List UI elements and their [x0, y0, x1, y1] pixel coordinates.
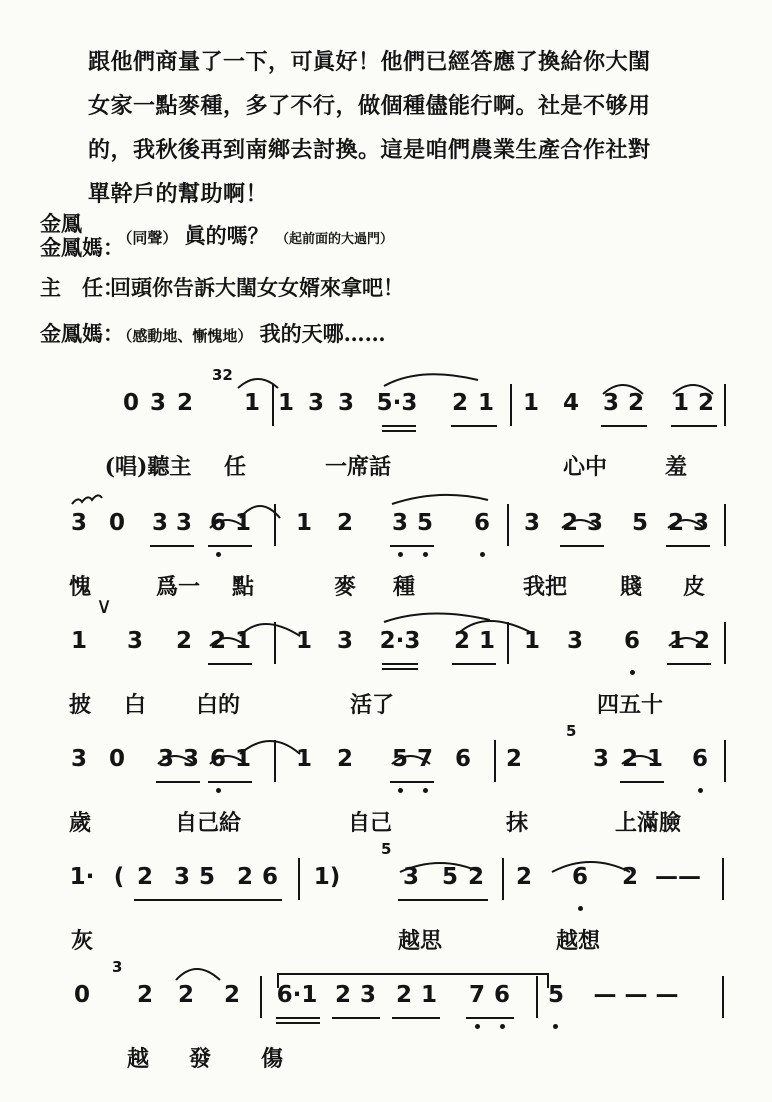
lyric-text: 自己給: [174, 810, 242, 836]
stage-note: （起前面的大過門）: [275, 232, 393, 247]
score-note: 1: [668, 628, 686, 654]
score-note: 1: [646, 746, 664, 772]
score-note: 2: [561, 510, 579, 536]
score-note: 1: [420, 982, 438, 1008]
score-note: 2: [667, 510, 685, 536]
lyric-text: 種: [392, 574, 416, 600]
score-note: 2: [451, 390, 469, 416]
lyric-text: 越思: [397, 928, 443, 954]
score-system-1: [0, 366, 772, 510]
score-note: 3: [391, 510, 409, 536]
lyric-text: 爲一: [155, 574, 201, 600]
score-note: — — —: [593, 982, 679, 1008]
lyric-text: 越想: [555, 928, 601, 954]
score-note: 3: [149, 390, 167, 416]
score-note: 5: [416, 510, 434, 536]
dialog-text: 眞的嗎？: [184, 223, 269, 248]
stage-direction: （感動地、慚愧地）: [117, 327, 253, 345]
score-note: 0: [108, 510, 126, 536]
score-note: 3: [175, 510, 193, 536]
lyric-text: 傷: [260, 1046, 284, 1072]
score-note: 2: [336, 746, 354, 772]
dialog-line-2: [40, 272, 740, 302]
score-note: 2: [693, 628, 711, 654]
score-note: 0: [73, 982, 91, 1008]
score-note: 3: [592, 746, 610, 772]
score-note: 1: [672, 390, 690, 416]
lyric-text: 披: [68, 692, 92, 718]
score-note: 6: [493, 982, 511, 1008]
lyric-text: 四五十: [596, 692, 664, 718]
score-note: 2: [177, 982, 195, 1008]
lyric-text: 麥: [333, 574, 357, 600]
speaker: 金鳳媽：: [40, 235, 124, 260]
dialog-text: 我的天哪……: [259, 321, 386, 346]
score-note: 2: [336, 510, 354, 536]
prose-block: [88, 40, 738, 216]
score-note: 1: [295, 628, 313, 654]
score-note: 2: [175, 628, 193, 654]
grace-note: 32: [212, 366, 233, 384]
score-note: 6: [473, 510, 491, 536]
lyric-text: 賤: [619, 574, 643, 600]
lyric-text: 灰: [70, 928, 94, 954]
score-note: 3: [173, 864, 191, 890]
speaker: 金鳳媽：: [40, 321, 124, 346]
score-note: 3: [151, 510, 169, 536]
score-note: 5: [441, 864, 459, 890]
prose-line: 的，我秋後再到南鄉去討換。這是咱們農業生產合作社對: [88, 137, 651, 163]
score-note: 7: [468, 982, 486, 1008]
stage-direction: （同聲）: [117, 229, 178, 247]
score-note: 6: [571, 864, 589, 890]
score-note: 1: [243, 390, 261, 416]
score-note: 3: [337, 390, 355, 416]
score-note: 1: [522, 390, 540, 416]
score-note: 2·3: [379, 628, 421, 654]
lyric-text: 點: [231, 574, 255, 600]
prose-line: 單幹戶的幫助啊！: [88, 181, 269, 207]
lyric-text: 羞: [664, 454, 688, 480]
score-note: 6: [209, 510, 227, 536]
grace-note: 5: [381, 840, 392, 858]
lyric-text: 歲: [68, 810, 92, 836]
score-note: 6: [691, 746, 709, 772]
score-note: 1: [295, 746, 313, 772]
score-note: 3: [402, 864, 420, 890]
score-note: 1·: [69, 864, 95, 890]
score-note: 7: [416, 746, 434, 772]
score-note: 3: [586, 510, 604, 536]
prose-line: 跟他們商量了一下，可眞好！他們已經答應了換給你大閨: [88, 49, 651, 75]
score-note: 6: [454, 746, 472, 772]
speaker: 主 任：: [40, 275, 124, 300]
lyric-text: 皮: [682, 574, 706, 600]
lyric-text: 抹: [505, 810, 529, 836]
score-note: 3: [126, 628, 144, 654]
lyric-text: 上滿臉: [614, 810, 682, 836]
score-note: 0: [108, 746, 126, 772]
prose-line: 女家一點麥種，多了不行，做個種儘能行啊。社是不够用: [88, 93, 651, 119]
score-note: 5·3: [376, 390, 418, 416]
score-note: 3: [602, 390, 620, 416]
score-note: 4: [562, 390, 580, 416]
score-note: 1: [478, 628, 496, 654]
grace-note: 5: [566, 722, 577, 740]
score-note: 6·1: [276, 982, 318, 1008]
lyric-text: 愧: [68, 574, 92, 600]
lyric-text: 白: [123, 692, 147, 718]
lyric-text: 發: [188, 1046, 212, 1072]
score-note: 5: [547, 982, 565, 1008]
lyric-text: 我把: [522, 574, 568, 600]
score-note: 1): [313, 864, 341, 890]
score-note: 1: [234, 510, 252, 536]
score-note: 2: [136, 982, 154, 1008]
speaker: 金鳳: [40, 211, 82, 236]
score-system-3: ∨ 1 3 2 2 1 1 3 2·3 2 1 1 3 6 1 2 披 白 白的 活了 四五十: [0, 628, 772, 748]
score-note: 1: [477, 390, 495, 416]
lyric-text: 活了: [349, 692, 395, 718]
score-note: 0: [122, 390, 140, 416]
dialog-text: 回頭你告訴大閨女女婿來拿吧！: [110, 275, 404, 300]
score-note: 2: [236, 864, 254, 890]
score-note: 5: [198, 864, 216, 890]
score-note: 2: [334, 982, 352, 1008]
score-note: 2: [621, 864, 639, 890]
lyric-text: 自己: [347, 810, 393, 836]
speaker-pair: [40, 211, 124, 260]
score-note: 5: [391, 746, 409, 772]
score-note: 3: [182, 746, 200, 772]
lyric-text: 心中: [562, 454, 608, 480]
score-note: 1: [295, 510, 313, 536]
grace-note: 3: [112, 958, 123, 976]
score-note: 2: [627, 390, 645, 416]
lyric-text: 越: [126, 1046, 150, 1072]
score-note: 1: [234, 628, 252, 654]
lyric-text: 任: [223, 454, 247, 480]
score-note: 1: [234, 746, 252, 772]
score-note: 2: [515, 864, 533, 890]
score-note: 2: [505, 746, 523, 772]
score-system-2: [0, 510, 772, 630]
lyric-text: 一席話: [324, 454, 392, 480]
score-note: 3: [359, 982, 377, 1008]
score-note: 2: [136, 864, 154, 890]
score-note: 3: [523, 510, 541, 536]
score-note: 6: [209, 746, 227, 772]
score-note: 1: [277, 390, 295, 416]
score-note: 2: [176, 390, 194, 416]
score-note: ——: [655, 864, 701, 890]
lyric-text: (唱)聽主: [104, 454, 192, 480]
score-note: 6: [261, 864, 279, 890]
score-note: 3: [70, 510, 88, 536]
score-note: 3: [336, 628, 354, 654]
dialog-line-3: [40, 318, 740, 348]
score-note: 2: [467, 864, 485, 890]
score-note: 1: [70, 628, 88, 654]
score-note: 6: [623, 628, 641, 654]
dialog-line-1: [40, 212, 740, 260]
score-note: 2: [223, 982, 241, 1008]
score-note: 3: [307, 390, 325, 416]
score-note: 3: [157, 746, 175, 772]
score-note: 1: [523, 628, 541, 654]
lyric-text: 白的: [195, 692, 241, 718]
score-note: (: [113, 864, 125, 890]
score-note: 2: [395, 982, 413, 1008]
score-note: 3: [692, 510, 710, 536]
score-system-6: [0, 958, 772, 1102]
score-note: 2: [453, 628, 471, 654]
score-note: 2: [621, 746, 639, 772]
score-note: 2: [209, 628, 227, 654]
score-note: 2: [697, 390, 715, 416]
score-note: 5: [631, 510, 649, 536]
score-note: 3: [70, 746, 88, 772]
score-note: 3: [566, 628, 584, 654]
